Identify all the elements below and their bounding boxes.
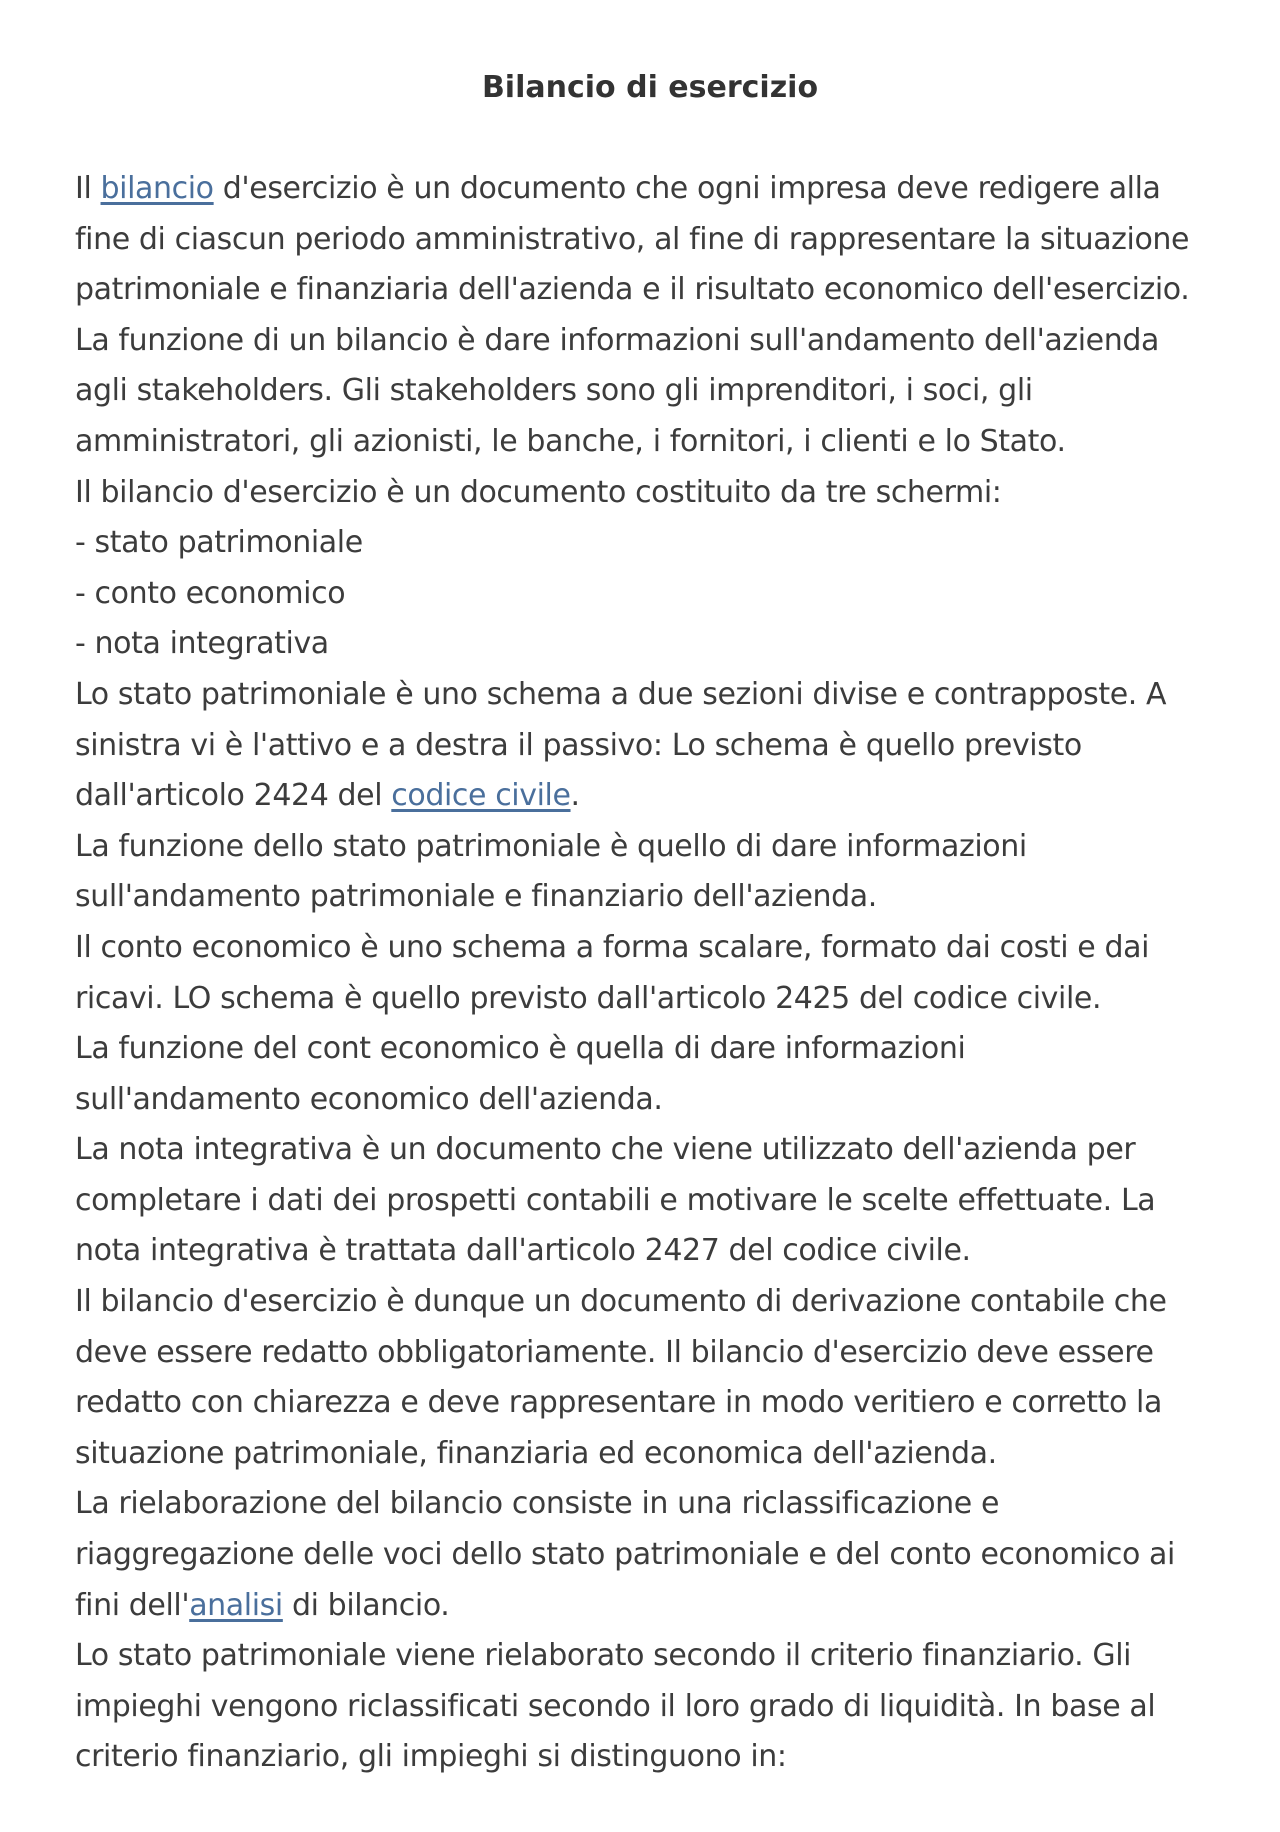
text-line: La nota integrativa è un documento che viene utilizzato dell'azienda per xyxy=(75,1132,1136,1168)
text-line: La funzione del cont economico è quella di dare informazioni xyxy=(75,1031,966,1067)
text-line: amministratori, gli azionisti, le banche, i fornitori, i clienti e lo Stato. xyxy=(75,423,1066,459)
inline-link-bilancio[interactable]: bilancio xyxy=(100,171,214,206)
text-line: riaggregazione delle voci dello stato patrimoniale e del conto economico ai xyxy=(75,1537,1175,1573)
text-line: Lo stato patrimoniale viene rielaborato secondo il criterio finanziario. Gli xyxy=(75,1638,1132,1674)
text-line: impieghi vengono riclassificati secondo il loro grado di liquidità. In base al xyxy=(75,1688,1156,1724)
document-body xyxy=(75,164,1255,1783)
text-segment: di bilancio. xyxy=(282,1587,450,1623)
text-segment: Il xyxy=(75,171,101,206)
text-line: completare i dati dei prospetti contabili e motivare le scelte effettuate. La xyxy=(75,1182,1156,1218)
text-line: Lo stato patrimoniale è uno schema a due sezioni divise e contrapposte. A xyxy=(75,676,1167,712)
text-line: - conto economico xyxy=(75,575,346,611)
text-line: sull'andamento patrimoniale e finanziario dell'azienda. xyxy=(75,879,877,915)
text-line: agli stakeholders. Gli stakeholders sono gli imprenditori, i soci, gli xyxy=(75,373,1033,409)
text-segment: . xyxy=(570,778,580,814)
text-line: sinistra vi è l'attivo e a destra il passivo: Lo schema è quello previsto xyxy=(75,727,1082,763)
text-line: La rielaborazione del bilancio consiste in una riclassificazione e xyxy=(75,1486,1000,1522)
text-line: situazione patrimoniale, finanziaria ed economica dell'azienda. xyxy=(75,1435,997,1471)
text-segment: d'esercizio è un documento che ogni impresa deve redigere alla xyxy=(213,171,1161,206)
text-line xyxy=(75,1581,1255,1632)
text-line: Il bilancio d'esercizio è dunque un documento di derivazione contabile che xyxy=(75,1284,1167,1320)
text-line: Il conto economico è uno schema a forma scalare, formato dai costi e dai xyxy=(75,929,1150,965)
text-line xyxy=(75,771,1255,822)
document-title: Bilancio di esercizio xyxy=(481,70,819,105)
text-line: nota integrativa è trattata dall'articolo 2427 del codice civile. xyxy=(75,1233,971,1269)
text-line: - stato patrimoniale xyxy=(75,525,363,561)
text-line: fine di ciascun periodo amministrativo, al fine di rappresentare la situazione xyxy=(75,221,1190,257)
text-line: redatto con chiarezza e deve rappresentare in modo veritiero e corretto la xyxy=(75,1385,1162,1421)
text-segment: fini dell' xyxy=(75,1587,190,1623)
text-line xyxy=(75,164,1255,215)
text-line: deve essere redatto obbligatoriamente. Il bilancio d'esercizio deve essere xyxy=(75,1334,1154,1370)
text-line: Il bilancio d'esercizio è un documento costituito da tre schermi: xyxy=(75,474,1002,510)
inline-link-analisi[interactable]: analisi xyxy=(189,1587,283,1623)
text-line: criterio finanziario, gli impieghi si distinguono in: xyxy=(75,1739,787,1775)
text-line: La funzione di un bilancio è dare informazioni sull'andamento dell'azienda xyxy=(75,322,1159,358)
text-line: La funzione dello stato patrimoniale è quello di dare informazioni xyxy=(75,828,1027,864)
inline-link-codice-civile[interactable]: codice civile xyxy=(391,778,571,814)
text-line: patrimoniale e finanziaria dell'azienda e il risultato economico dell'esercizio. xyxy=(75,272,1190,308)
text-line: - nota integrativa xyxy=(75,626,329,662)
text-line: ricavi. LO schema è quello previsto dall'articolo 2425 del codice civile. xyxy=(75,980,1102,1016)
text-line: sull'andamento economico dell'azienda. xyxy=(75,1081,663,1117)
text-segment: dall'articolo 2424 del xyxy=(75,778,392,814)
